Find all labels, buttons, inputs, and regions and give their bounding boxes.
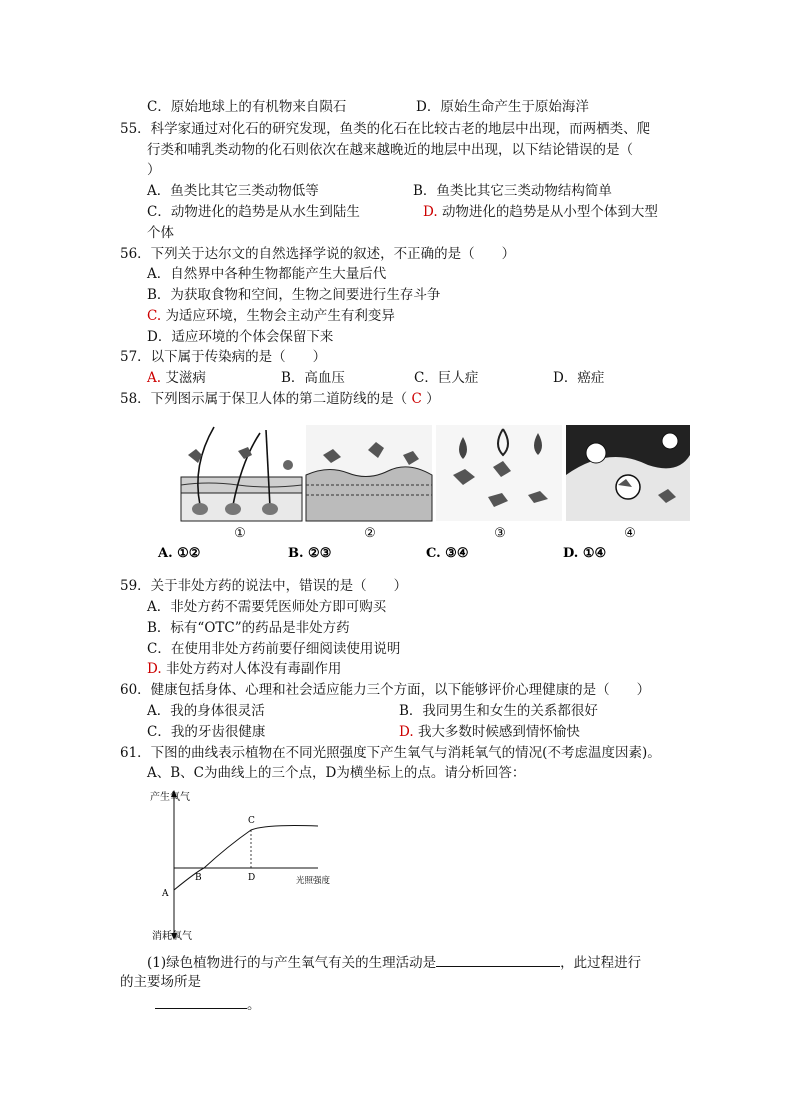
q55-option-d [423,203,658,221]
panel-number-1: ① [234,526,246,541]
q59-answer-mark: D. [147,661,162,677]
q60-option-a: A．我的身体很灵活 [147,703,265,719]
q58-choice-d: D. ①④ [563,546,607,561]
q58-stem [120,390,440,408]
q54-option-d: D．原始生命产生于原始海洋 [416,99,589,115]
y-top-label: 产生氧气 [150,792,190,803]
q61-sub1-text-b: ，此过程进行 [560,955,642,971]
q55-stem-line2: 行类和哺乳类动物的化石则依次在越来越晚近的地层中出现，以下结论错误的是（ [147,142,633,158]
q60-option-d [399,723,580,741]
skin-panel-1 [181,427,302,521]
panel-number-4: ④ [624,526,636,541]
q60-option-b: B．我同男生和女生的关系都很好 [399,703,598,719]
q55-option-d-continued: 个体 [147,225,174,241]
q58-choice-b: B. ②③ [288,546,332,561]
point-c-label: C [248,816,255,826]
q59-option-d-text: 非处方药对人体没有毒副作用 [165,661,342,677]
q61-sub1-end: 。 [247,997,261,1013]
q55-stem-line1: 55．科学家通过对化石的研究发现，鱼类的化石在比较古老的地层中出现，而两栖类、爬 [120,121,651,137]
q60-option-c: C．我的牙齿很健康 [147,724,266,740]
q57-stem: 57．以下属于传染病的是（ ） [120,349,327,365]
q57-option-b: B．高血压 [281,370,345,386]
q55-option-b: B．鱼类比其它三类动物结构简单 [413,183,612,199]
q61-sub1-line3 [155,994,261,1014]
q58-stem-text: 58．下列图示属于保卫人体的第二道防线的是（ [120,391,408,407]
oxygen-light-graph [148,786,348,946]
defense-line-illustration [148,415,690,565]
q60-stem: 60．健康包括身体、心理和社会适应能力三个方面，以下能够评价心理健康的是（ ） [120,682,651,698]
q57-option-a [147,369,206,387]
q54-option-c: C．原始地球上的有机物来自陨石 [147,99,347,115]
panel-number-2: ② [364,526,376,541]
q56-stem: 56．下列关于达尔文的自然选择学说的叙述，不正确的是（ ） [120,246,516,262]
q56-option-c-text: 为适应环境，生物会主动产生有利变异 [165,308,395,324]
q56-option-c [147,307,395,325]
q56-option-b: B．为获取食物和空间，生物之间要进行生存斗争 [147,287,441,303]
q56-answer-mark: C. [147,308,162,324]
y-bottom-label: 消耗氧气 [152,931,192,942]
q55-option-a: A．鱼类比其它三类动物低等 [147,183,319,199]
droplet-panel-3 [436,425,562,521]
q58-stem-close: ） [426,391,440,407]
q57-option-c: C．巨人症 [414,370,479,386]
x-axis-label: 光照强度 [296,876,331,886]
q55-option-d-text: 动物进化的趋势是从小型个体到大型 [441,204,658,220]
q59-option-b: B．标有“OTC”的药品是非处方药 [147,620,350,636]
q61-answer-blank-1[interactable] [436,952,560,967]
q59-option-a: A．非处方药不需要凭医师处方即可购买 [147,599,387,615]
point-a-label: A [162,889,169,899]
q61-stem-line2: A、B、C为曲线上的三个点，D为横坐标上的点。请分析回答： [147,765,526,781]
q58-choice-a: A. ①② [158,546,201,561]
q58-choice-c: C. ③④ [426,546,469,561]
q57-answer-mark: A. [147,370,162,386]
q55-stem-line3: ） [147,162,161,178]
phagocyte-panel-4 [566,425,690,521]
q55-answer-mark: D. [423,204,438,220]
q57-option-a-text: 艾滋病 [165,370,206,386]
q57-option-d: D．癌症 [553,370,605,386]
q61-stem-line1: 61．下图的曲线表示植物在不同光照强度下产生氧气与消耗氧气的情况(不考虑温度因素)。 [120,745,661,761]
point-d-label: D [248,873,256,883]
q56-option-a: A．自然界中各种生物都能产生大量后代 [147,266,387,282]
q61-sub1-line2: 的主要场所是 [120,974,201,990]
q61-answer-blank-2[interactable] [155,994,247,1009]
panel-number-3: ③ [494,526,506,541]
q61-sub1-text-a: (1)绿色植物进行的与产生氧气有关的生理活动是 [147,955,437,971]
mucosa-panel-2 [306,425,432,521]
q60-answer-mark: D. [399,724,414,740]
q60-option-d-text: 我大多数时候感到情怀愉快 [417,724,580,740]
point-b-label: B [195,873,202,883]
q59-option-c: C．在使用非处方药前要仔细阅读使用说明 [147,641,401,657]
q59-stem: 59．关于非处方药的说法中，错误的是（ ） [120,578,408,594]
q58-answer-mark: C [411,391,422,407]
q56-option-d: D．适应环境的个体会保留下来 [147,329,334,345]
q55-option-c: C．动物进化的趋势是从水生到陆生 [147,204,360,220]
q61-sub1-line1 [147,952,641,972]
q59-option-d [147,660,341,678]
